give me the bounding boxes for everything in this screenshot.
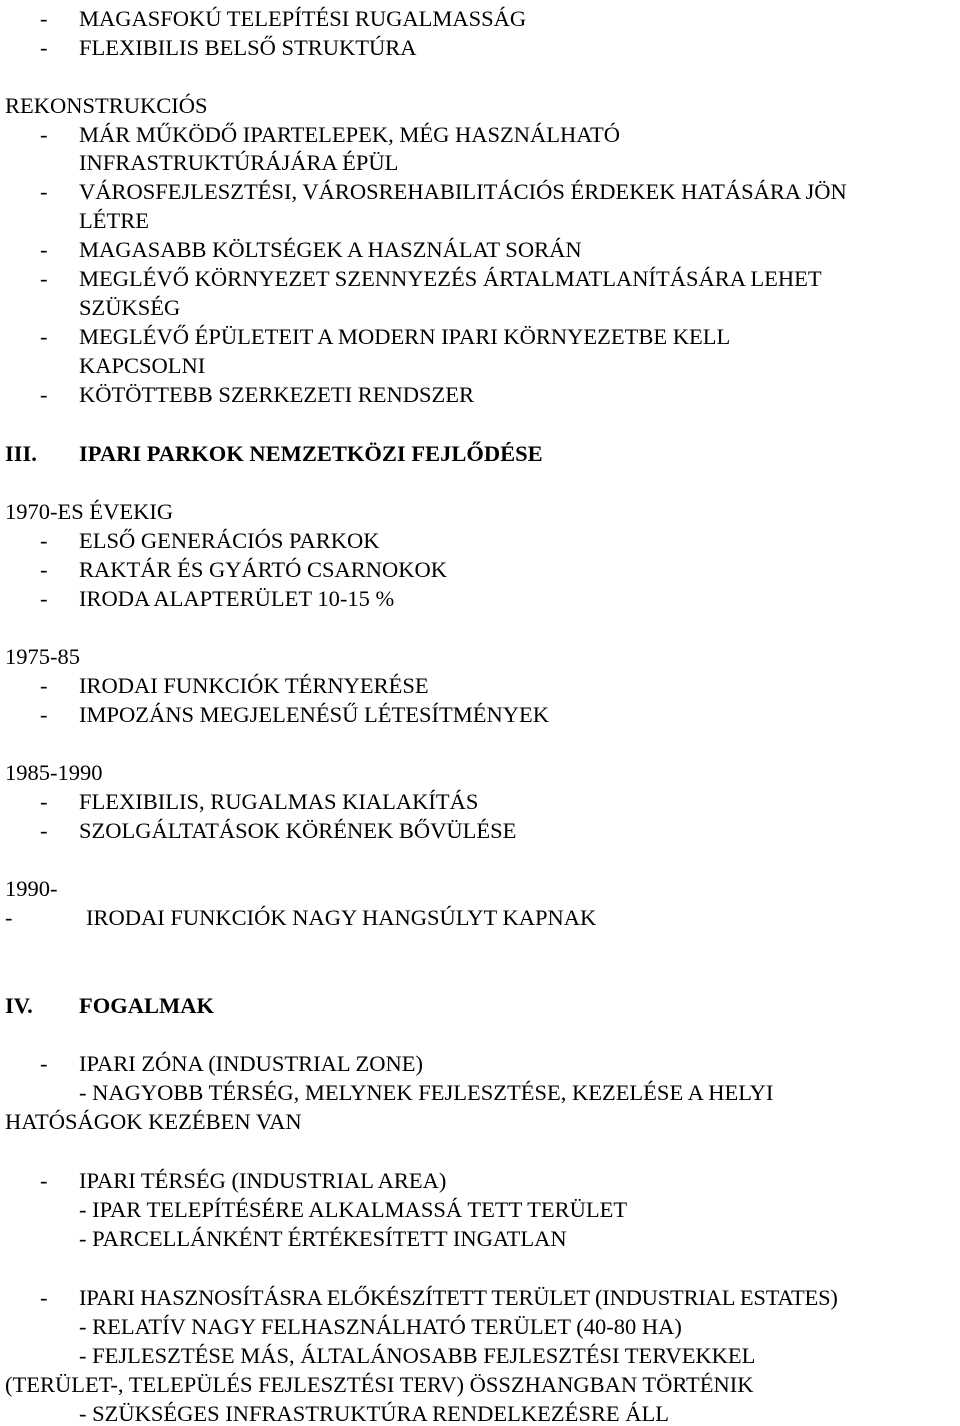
bullet: - [40, 586, 48, 611]
bullet: - [40, 1051, 48, 1076]
bullet: - [40, 818, 48, 843]
section-3-title: IPARI PARKOK NEMZETKÖZI FEJLŐDÉSE [79, 441, 543, 466]
concept-1-name: IPARI ZÓNA (INDUSTRIAL ZONE) [79, 1051, 423, 1076]
concept-2-sub-1: - IPAR TELEPÍTÉSÉRE ALKALMASSÁ TETT TERÜLET [79, 1197, 628, 1222]
bullet: - [5, 905, 13, 930]
bullet: - [40, 35, 48, 60]
concept-3-sub-1: - RELATÍV NAGY FELHASZNÁLHATÓ TERÜLET (40-80 HA) [79, 1314, 682, 1339]
top-item-2: FLEXIBILIS BELSŐ STRUKTÚRA [79, 35, 417, 60]
recon-item-4-line-2: SZÜKSÉG [79, 295, 181, 320]
period-3-item-1: FLEXIBILIS, RUGALMAS KIALAKÍTÁS [79, 789, 479, 814]
section-4-title: FOGALMAK [79, 993, 214, 1018]
bullet: - [40, 789, 48, 814]
concept-3-tail: (TERÜLET-, TELEPÜLÉS FEJLESZTÉSI TERV) ÖSSZHANGBAN TÖRTÉNIK [5, 1372, 754, 1397]
bullet: - [40, 122, 48, 147]
concept-2-sub-2: - PARCELLÁNKÉNT ÉRTÉKESÍTETT INGATLAN [79, 1226, 567, 1251]
recon-item-1-line-2: INFRASTRUKTÚRÁJÁRA ÉPÜL [79, 150, 399, 175]
bullet: - [40, 528, 48, 553]
recon-item-5-line-2: KAPCSOLNI [79, 353, 206, 378]
period-2-item-2: IMPOZÁNS MEGJELENÉSŰ LÉTESÍTMÉNYEK [79, 702, 549, 727]
period-2-item-1: IRODAI FUNKCIÓK TÉRNYERÉSE [79, 673, 429, 698]
bullet: - [40, 6, 48, 31]
bullet: - [40, 1285, 48, 1310]
period-4-label: 1990- [5, 876, 58, 901]
period-1-label: 1970-ES ÉVEKIG [5, 499, 174, 524]
period-1-item-3: IRODA ALAPTERÜLET 10-15 % [79, 586, 395, 611]
recon-item-2-line-1: VÁROSFEJLESZTÉSI, VÁROSREHABILITÁCIÓS ÉRDEKEK HATÁSÁRA JÖN [79, 179, 847, 204]
period-3-item-2: SZOLGÁLTATÁSOK KÖRÉNEK BŐVÜLÉSE [79, 818, 517, 843]
bullet: - [40, 237, 48, 262]
recon-item-2-line-2: LÉTRE [79, 208, 149, 233]
bullet: - [40, 324, 48, 349]
bullet: - [40, 266, 48, 291]
period-3-label: 1985-1990 [5, 760, 103, 785]
recon-item-3: MAGASABB KÖLTSÉGEK A HASZNÁLAT SORÁN [79, 237, 582, 262]
concept-3-name: IPARI HASZNOSÍTÁSRA ELŐKÉSZÍTETT TERÜLET (INDUSTRIAL ESTATES) [79, 1285, 838, 1310]
recon-item-5-line-1: MEGLÉVŐ ÉPÜLETEIT A MODERN IPARI KÖRNYEZETBE KELL [79, 324, 731, 349]
concept-1-tail: HATÓSÁGOK KEZÉBEN VAN [5, 1109, 302, 1134]
bullet: - [40, 1168, 48, 1193]
bullet: - [40, 673, 48, 698]
bullet: - [40, 179, 48, 204]
concept-3-sub-2: - FEJLESZTÉSE MÁS, ÁLTALÁNOSABB FEJLESZTÉSI TERVEKKEL [79, 1343, 756, 1368]
period-1-item-1: ELSŐ GENERÁCIÓS PARKOK [79, 528, 380, 553]
recon-item-6: KÖTÖTTEBB SZERKEZETI RENDSZER [79, 382, 474, 407]
bullet: - [40, 702, 48, 727]
recon-item-1-line-1: MÁR MŰKÖDŐ IPARTELEPEK, MÉG HASZNÁLHATÓ [79, 122, 620, 147]
period-1-item-2: RAKTÁR ÉS GYÁRTÓ CSARNOKOK [79, 557, 448, 582]
section-3-number: III. [5, 441, 37, 466]
bullet: - [40, 557, 48, 582]
period-4-item-1: IRODAI FUNKCIÓK NAGY HANGSÚLYT KAPNAK [86, 905, 597, 930]
period-2-label: 1975-85 [5, 644, 80, 669]
concept-2-name: IPARI TÉRSÉG (INDUSTRIAL AREA) [79, 1168, 447, 1193]
top-item-1: MAGASFOKÚ TELEPÍTÉSI RUGALMASSÁG [79, 6, 527, 31]
section-4-number: IV. [5, 993, 33, 1018]
recon-item-4-line-1: MEGLÉVŐ KÖRNYEZET SZENNYEZÉS ÁRTALMATLANÍTÁSÁRA LEHET [79, 266, 822, 291]
concept-3-sub-3: - SZÜKSÉGES INFRASTRUKTÚRA RENDELKEZÉSRE ÁLL [79, 1401, 670, 1426]
bullet: - [40, 382, 48, 407]
reconstruction-heading: REKONSTRUKCIÓS [5, 93, 208, 118]
concept-1-sub-1: - NAGYOBB TÉRSÉG, MELYNEK FEJLESZTÉSE, KEZELÉSE A HELYI [79, 1080, 774, 1105]
